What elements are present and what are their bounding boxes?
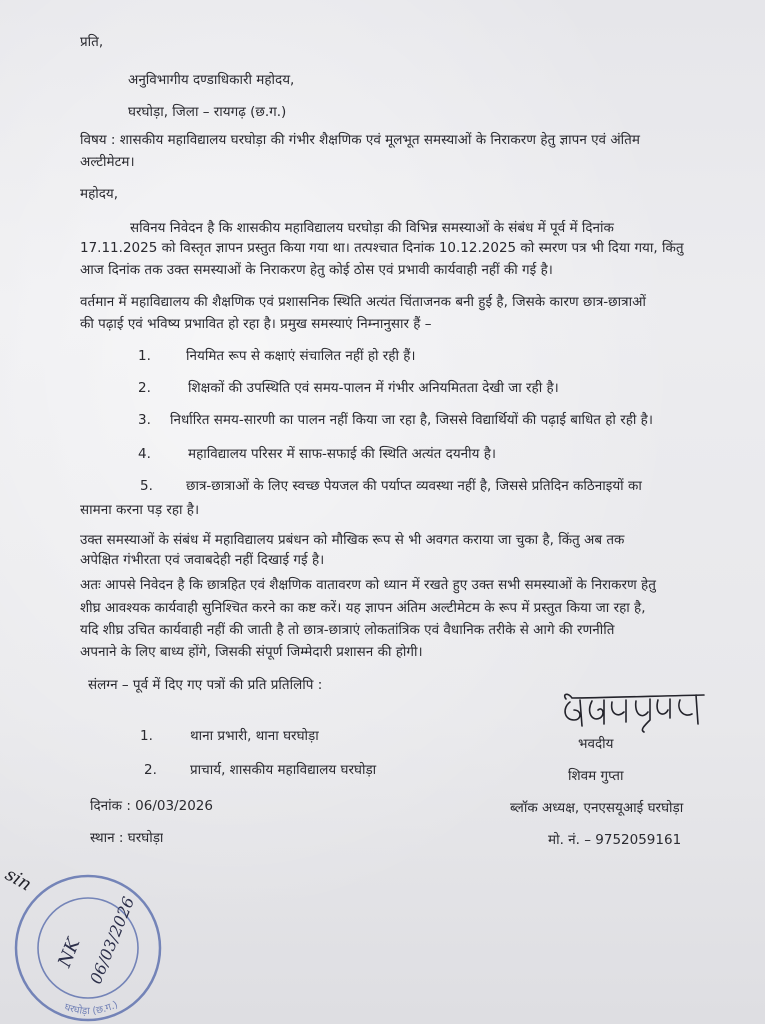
issue-text: छात्र-छात्राओं के लिए स्वच्छ पेयजल की पर्याप्त व्यवस्था नहीं है, जिससे प्रतिदिन कठिनाइयों का [186, 478, 642, 494]
subject-label: विषय : [80, 132, 116, 148]
stamp-handwriting [53, 881, 139, 987]
greeting: महोदय, [80, 186, 119, 202]
issue-number: 4. [138, 446, 151, 462]
subject-text: शासकीय महाविद्यालय घरघोड़ा की गंभीर शैक्षणिक एवं मूलभूत समस्याओं के निराकरण हेतु ज्ञापन एवं अंतिम [119, 132, 640, 148]
paragraph-line: 17.11.2025 को विस्तृत ज्ञापन प्रस्तुत किया गया था। तत्पश्चात दिनांक 10.12.2025 को स्मरण पत्र भी दिया गया, किंतु [80, 240, 684, 256]
stamp-initials: NK [54, 935, 85, 971]
paragraph-line: अपेक्षित गंभीरता एवं जवाबदेही नहीं दिखाई गई है। [80, 552, 325, 568]
copy-number: 2. [144, 762, 157, 778]
issue-number: 1. [138, 348, 151, 364]
copy-number: 1. [140, 728, 153, 744]
paragraph-line: सविनय निवेदन है कि शासकीय महाविद्यालय घरघोड़ा की विभिन्न समस्याओं के संबंध में पूर्व में दिनांक [130, 220, 614, 236]
signature-stroke [679, 695, 698, 724]
paragraph-line: वर्तमान में महाविद्यालय की शैक्षणिक एवं प्रशासनिक स्थिति अत्यंत चिंताजनक बनी हुई है, जिसके कारण छात्र-छात्राओं [80, 294, 646, 310]
handwritten-margin-note: sin [1, 864, 36, 896]
copy-recipient: प्राचार्य, शासकीय महाविद्यालय घरघोड़ा [190, 762, 377, 778]
sender-phone: मो. नं. – 9752059161 [548, 832, 682, 848]
signature-stroke [657, 699, 670, 718]
signature-stroke [565, 694, 704, 699]
subject-line: अल्टीमेटम। [80, 154, 135, 170]
letter-date: दिनांक : 06/03/2026 [90, 798, 213, 814]
sender-designation: ब्लॉक अध्यक्ष, एनएसयूआई घरघोड़ा [510, 800, 684, 816]
paragraph-line: यदि शीघ्र उचित कार्यवाही नहीं की जाती है तो छात्र-छात्राएं लोकतांत्रिक एवं वैधानिक तरीके से आगे की रणनीति [80, 622, 615, 638]
paragraph-line: उक्त समस्याओं के संबंध में महाविद्यालय प्रबंधन को मौखिक रूप से भी अवगत कराया जा चुका है, किंतु अब तक [80, 532, 625, 548]
signature-stroke [636, 699, 650, 732]
sender-name: शिवम गुप्ता [568, 768, 624, 784]
stamp-ring-text [63, 999, 120, 1017]
issue-text: महाविद्यालय परिसर में साफ-सफाई की स्थिति अत्यंत दयनीय है। [188, 446, 497, 462]
subject-line [80, 129, 749, 151]
received-stamp [8, 860, 168, 1024]
addressee-line: अनुविभागीय दण्डाधिकारी महोदय, [128, 72, 295, 88]
paragraph-line: अतः आपसे निवेदन है कि छात्रहित एवं शैक्षणिक वातावरण को ध्यान में रखते हुए उक्त सभी समस्याओं के निराकरण हेतु [80, 577, 656, 593]
closing: भवदीय [578, 736, 614, 752]
handwritten-signature [558, 690, 708, 734]
signature-stroke [612, 700, 626, 722]
letter-place: स्थान : घरघोड़ा [90, 830, 164, 846]
paragraph-line: अपनाने के लिए बाध्य होंगे, जिसकी संपूर्ण जिम्मेदारी प्रशासन की होगी। [80, 644, 423, 660]
paragraph-line: शीघ्र आवश्यक कार्यवाही सुनिश्चित करने का कष्ट करें। यह ज्ञापन अंतिम अल्टीमेटम के रूप में प्रस्तुत किया जा रहा है, [80, 600, 646, 616]
stamp-date: 06/03/2026 [86, 894, 139, 987]
issue-text-continuation: सामना करना पड़ रहा है। [80, 502, 200, 518]
issue-number: 3. [138, 412, 151, 428]
paragraph-line: आज दिनांक तक उक्त समस्याओं के निराकरण हेतु कोई ठोस एवं प्रभावी कार्यवाही नहीं की गई है। [80, 262, 553, 278]
signature-stroke [590, 700, 604, 724]
attachment-label: संलग्न – पूर्व में दिए गए पत्रों की प्रति प्रतिलिपि : [88, 677, 323, 693]
addressee-line: घरघोड़ा, जिला – रायगढ़ (छ.ग.) [128, 104, 287, 120]
stamp-ring-text-path: घरघोड़ा (छ.ग.) [62, 999, 120, 1018]
paragraph-line: की पढ़ाई एवं भविष्य प्रभावित हो रहा है। प्रमुख समस्याएं निम्नानुसार हैं – [80, 316, 432, 332]
issue-number: 2. [138, 380, 151, 396]
issue-text: शिक्षकों की उपस्थिति एवं समय-पालन में गंभीर अनियमितता देखी जा रही है। [188, 380, 559, 396]
issue-number: 5. [140, 478, 153, 494]
to-label: प्रति, [80, 34, 104, 50]
copy-recipient: थाना प्रभारी, थाना घरघोड़ा [190, 728, 319, 744]
issue-text: निर्धारित समय-सारणी का पालन नहीं किया जा रहा है, जिससे विद्यार्थियों की पढ़ाई बाधित हो रही है। [170, 412, 653, 428]
signature-stroke [565, 700, 582, 726]
issue-text: नियमित रूप से कक्षाएं संचालित नहीं हो रही हैं। [186, 348, 416, 364]
